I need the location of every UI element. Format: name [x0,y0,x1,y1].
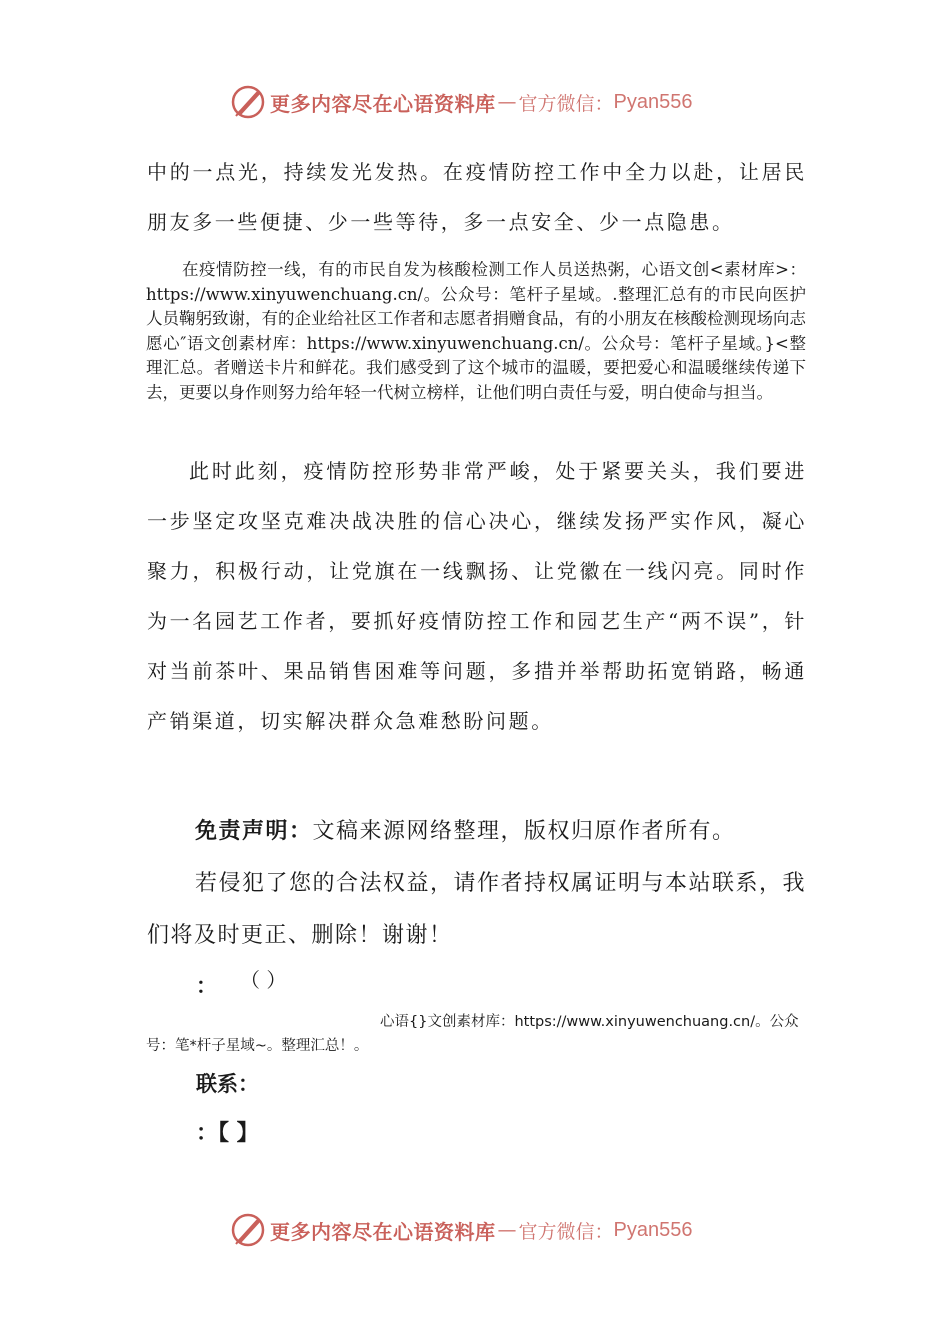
header-dash: — [497,91,517,113]
paragraph-3: 此时此刻，疫情防控形势非常严峻，处于紧要关头，我们要进一步坚定攻坚克难决战决胜的信心决心，继续发扬严实作风，凝心聚力，积极行动，让党旗在一线飘扬、让党徽在一线闪亮。同时作为一名园艺工作者，要抓好疫情防控工作和园艺生产“两不误”，针对当前茶叶、果品销售困难等问题，多措并举帮助拓宽销路，畅通产销渠道，切实解决群众急难愁盼问题。 [147,459,807,733]
disclaimer-text-1: 文稿来源网络整理，版权归原作者所有。 [312,819,736,844]
header-sub: 官方微信： [518,92,614,115]
note-line-2: 号：笔*杆子星域~。整理汇总！。 [146,1038,369,1054]
colon-mark: ： [196,974,217,998]
footer-sub: 官方微信： [518,1220,614,1243]
disclaimer-line1 [147,806,807,858]
contact-bracket: ：【 】 [196,1121,259,1146]
pen-logo-icon [228,82,268,122]
footer-title: 更多内容尽在心语资料库 [270,1219,496,1244]
footer-banner [228,1210,692,1250]
header-wechat: Pyan556 [613,90,693,113]
disclaimer-label: 免责声明： [195,819,313,844]
disclaimer-text-2: 若侵犯了您的合法权益，请作者持权属证明与本站联系，我们将及时更正、删除！谢谢！ [147,871,807,948]
paragraph-2: 在疫情防控一线，有的市民自发为核酸检测工作人员送热粥，心语文创<素材库>：https://www.xinyuwenchuang.cn/。公众号：笔杆子星域。.整理汇总有的市民向医护人员鞠躬致谢，有的企业给社区工作者和志愿者捐赠食品，有的小朋友在核酸检测现场向志愿心″语文创素材库：https://www.xinyuwenchuang.cn/。公众号：笔杆子星域。}<整理汇总。者赠送卡片和鲜花。我们感受到了这个城市的温暖，要把爱心和温暖继续传递下去，更要以身作则努力给年轻一代树立榜样，让他们明白责任与爱，明白使命与担当。 [146,260,806,402]
header-banner [228,82,692,122]
footer-dash: — [497,1219,517,1241]
paragraph-1: 中的一点光，持续发光发热。在疫情防控工作中全力以赴，让居民朋友多一些便捷、少一些等待，多一点安全、少一点隐患。 [147,160,807,234]
note-line-1: 心语{}文创素材库：https://www.xinyuwenchuang.cn/。公众 [380,1014,799,1030]
pen-logo-icon [228,1210,268,1250]
empty-parentheses: （ ） [240,968,287,992]
header-title: 更多内容尽在心语资料库 [270,91,496,116]
footer-wechat: Pyan556 [613,1218,693,1241]
contact-label: 联系： [196,1072,259,1096]
